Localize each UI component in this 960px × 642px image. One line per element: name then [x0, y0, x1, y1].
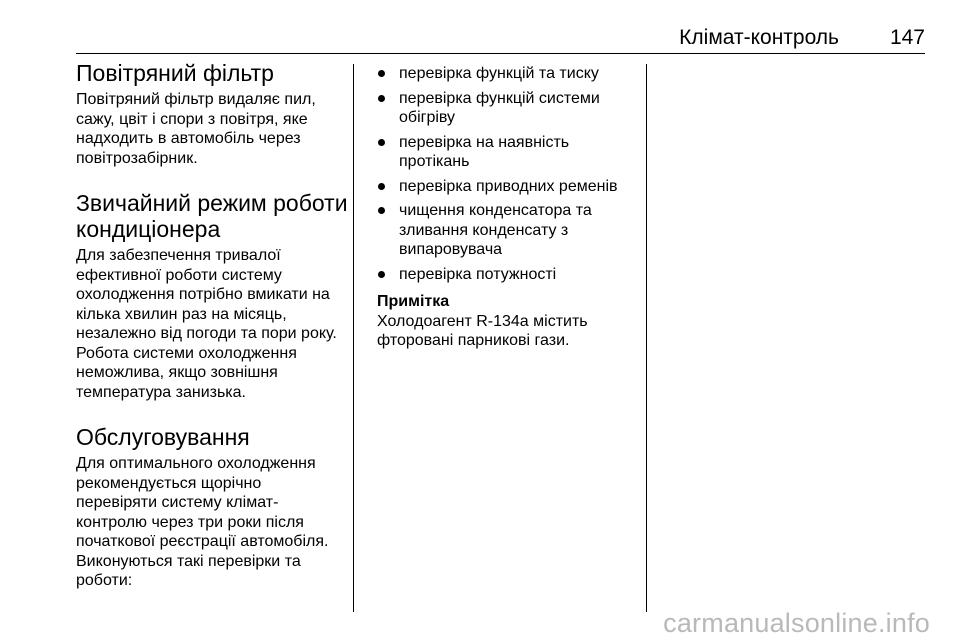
heading-ac-mode-line2: кондиціонера	[76, 216, 221, 242]
column-divider-right	[646, 64, 647, 612]
list-item-text: перевірка функцій системи обігріву	[399, 89, 600, 126]
list-item	[377, 201, 637, 260]
text-air-filter: Повітряний фільтр видаляє пил, сажу, цвіт і спори з повітря, яке надходить в автомобіль через повітрозабірник.	[76, 91, 316, 167]
section-service	[76, 424, 346, 591]
bullet-icon	[378, 271, 385, 278]
checks-list	[377, 64, 637, 284]
note-text: Холодоагент R-134a містить фторовані парникові гази.	[377, 312, 588, 349]
note-box	[377, 292, 637, 351]
column-left	[76, 60, 346, 591]
list-item-text: чищення конденсатора та зливання конденсату з випаровувача	[399, 202, 592, 258]
list-item	[377, 89, 637, 128]
list-item-text: перевірка функцій та тиску	[399, 65, 599, 82]
list-item	[377, 133, 637, 172]
section-ac-mode	[76, 190, 346, 402]
heading-service: Обслуговування	[76, 424, 250, 450]
heading-ac-mode-line1: Звичайний режим роботи	[76, 190, 348, 216]
column-divider-left	[353, 64, 354, 612]
bullet-icon	[378, 70, 385, 77]
bullet-icon	[378, 139, 385, 146]
list-item	[377, 265, 637, 285]
page-number: 147	[889, 26, 925, 49]
column-middle	[377, 64, 637, 351]
list-item-text: перевірка потужності	[399, 265, 557, 283]
list-item-text: перевірка на наявність протікань	[399, 133, 570, 170]
heading-air-filter: Повітряний фільтр	[76, 60, 274, 86]
bullet-icon	[378, 95, 385, 102]
watermark: carmanualsonline.info	[663, 608, 930, 638]
bullet-icon	[378, 207, 385, 214]
header-rule	[76, 53, 925, 54]
section-air-filter	[76, 60, 346, 168]
text-ac-mode: Для забезпечення тривалої ефективної роботи систему охолодження потрібно вмикати на кілька хвилин раз на місяць, незалежно від погоди та пори року. Робота системи охолодження неможлива, якщо зовнішня температура занизька.	[76, 247, 337, 401]
list-item	[377, 177, 637, 197]
header-title: Клімат-контроль	[679, 26, 839, 49]
bullet-icon	[378, 183, 385, 190]
heading-ac-mode	[76, 190, 346, 242]
text-service: Для оптимального охолодження рекомендується щорічно перевіряти систему клімат- контролю через три роки після початкової реєстрації автомобіля. Виконуються такі перевірки та роботи:	[76, 455, 329, 589]
note-title: Примітка	[377, 293, 450, 310]
list-item	[377, 64, 637, 84]
list-item-text: перевірка приводних ременів	[399, 177, 618, 195]
page-header	[76, 26, 925, 50]
